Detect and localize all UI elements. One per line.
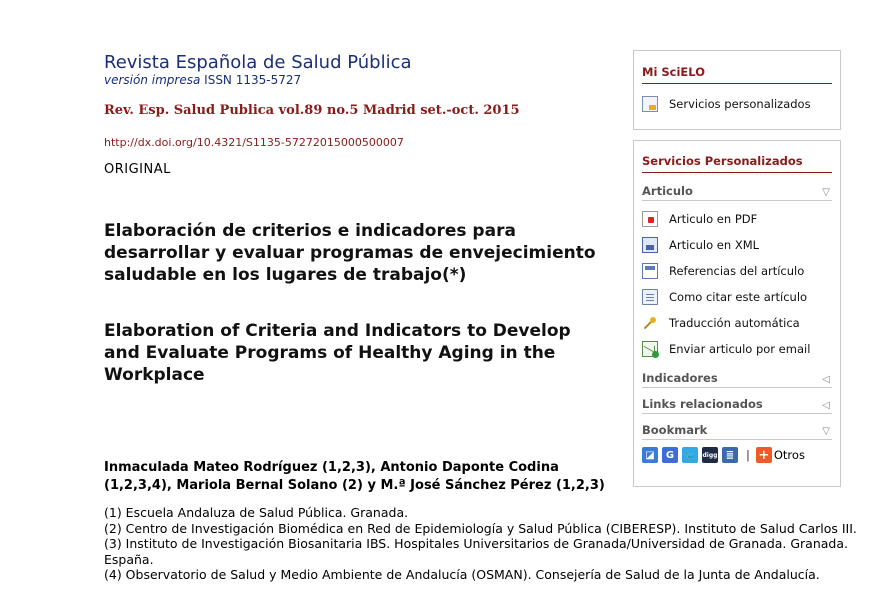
authors: Inmaculada Mateo Rodríguez (1,2,3), Antonio Daponte Codina (1,2,3,4), Mariola Bernal Solano (2) y M.ª José Sánchez Pérez (1,2,3) <box>104 460 605 493</box>
delicious-icon[interactable]: ◪ <box>642 447 658 463</box>
bookmark-icons <box>642 447 805 463</box>
pdf-icon <box>642 211 658 227</box>
affiliation-item: (1) Escuela Andaluza de Salud Pública. Granada. <box>104 505 409 520</box>
list-icon[interactable]: ≣ <box>722 447 738 463</box>
servicios-box <box>633 140 841 487</box>
affiliations <box>104 505 884 583</box>
doi-link[interactable]: http://dx.doi.org/10.4321/S1135-57272015000500007 <box>104 136 404 149</box>
articulo-section[interactable] <box>642 184 832 201</box>
chevron-down-icon: ▽ <box>822 426 830 437</box>
servicios-personalizados-link[interactable] <box>642 95 811 113</box>
servicios-title: Servicios Personalizados <box>642 154 803 168</box>
email-icon <box>642 341 658 357</box>
document-icon <box>642 289 658 305</box>
articulo-xml-link[interactable] <box>642 236 759 254</box>
volume-info: Rev. Esp. Salud Publica vol.89 no.5 Madrid set.-oct. 2015 <box>104 103 520 118</box>
links-heading: Links relacionados <box>642 397 763 411</box>
otros-link[interactable]: Otros <box>773 448 805 462</box>
xml-icon <box>642 237 658 253</box>
bookmark-section[interactable] <box>642 423 832 440</box>
enviar-email-label: Enviar articulo por email <box>669 342 811 356</box>
mi-scielo-title: Mi SciELO <box>642 65 705 79</box>
key-icon <box>642 315 658 331</box>
services-icon <box>642 96 658 112</box>
twitter-icon[interactable]: 🐦 <box>682 447 698 463</box>
journal-title[interactable]: Revista Española de Salud Pública <box>104 52 412 73</box>
referencias-link[interactable] <box>642 262 804 280</box>
bookmark-heading: Bookmark <box>642 423 708 437</box>
servicios-personalizados-label: Servicios personalizados <box>669 97 811 111</box>
separator: | <box>746 448 750 462</box>
divider <box>642 83 832 84</box>
articulo-xml-label: Articulo en XML <box>669 238 760 252</box>
articulo-pdf-label: Articulo en PDF <box>669 212 758 226</box>
article-title-en: Elaboration of Criteria and Indicators to Develop and Evaluate Programs of Healthy Aging in the Workplace <box>104 321 571 385</box>
referencias-label: Referencias del artículo <box>669 264 805 278</box>
affiliation-item: (4) Observatorio de Salud y Medio Ambiente de Andalucía (OSMAN). Consejería de Salud de la Junta de Andalucía. <box>104 567 820 582</box>
divider <box>642 172 832 173</box>
affiliation-item: (2) Centro de Investigación Biomédica en Red de Epidemiología y Salud Pública (CIBERESP). Instituto de Salud Carlos III. <box>104 520 857 536</box>
references-icon <box>642 263 658 279</box>
affiliation-item: (3) Instituto de Investigación Biosanitaria IBS. Hospitales Universitarios de Granada/Universidad de Granada. Granada. España. <box>104 536 848 567</box>
google-icon[interactable]: G <box>662 447 678 463</box>
enviar-email-link[interactable] <box>642 340 810 358</box>
como-citar-label: Como citar este artículo <box>669 290 808 304</box>
links-section[interactable] <box>642 397 832 414</box>
chevron-left-icon: ◁ <box>822 374 830 385</box>
issn-line <box>104 73 301 87</box>
como-citar-link[interactable] <box>642 288 807 306</box>
traduccion-link[interactable] <box>642 314 800 332</box>
indicadores-heading: Indicadores <box>642 371 718 385</box>
digg-icon[interactable]: digg <box>702 447 718 463</box>
plus-icon[interactable]: + <box>756 447 772 463</box>
mi-scielo-box <box>633 50 841 130</box>
issn-value: ISSN 1135-5727 <box>204 73 302 87</box>
issn-prefix: versión impresa <box>104 73 201 87</box>
section-label: ORIGINAL <box>104 162 171 177</box>
traduccion-label: Traducción automática <box>669 316 800 330</box>
chevron-down-icon: ▽ <box>822 187 830 198</box>
articulo-pdf-link[interactable] <box>642 210 757 228</box>
chevron-left-icon: ◁ <box>822 400 830 411</box>
articulo-heading: Articulo <box>642 184 693 198</box>
indicadores-section[interactable] <box>642 371 832 388</box>
article-title-es: Elaboración de criterios e indicadores para desarrollar y evaluar programas de envejecimiento saludable en los lugares de trabajo(*) <box>104 221 596 285</box>
